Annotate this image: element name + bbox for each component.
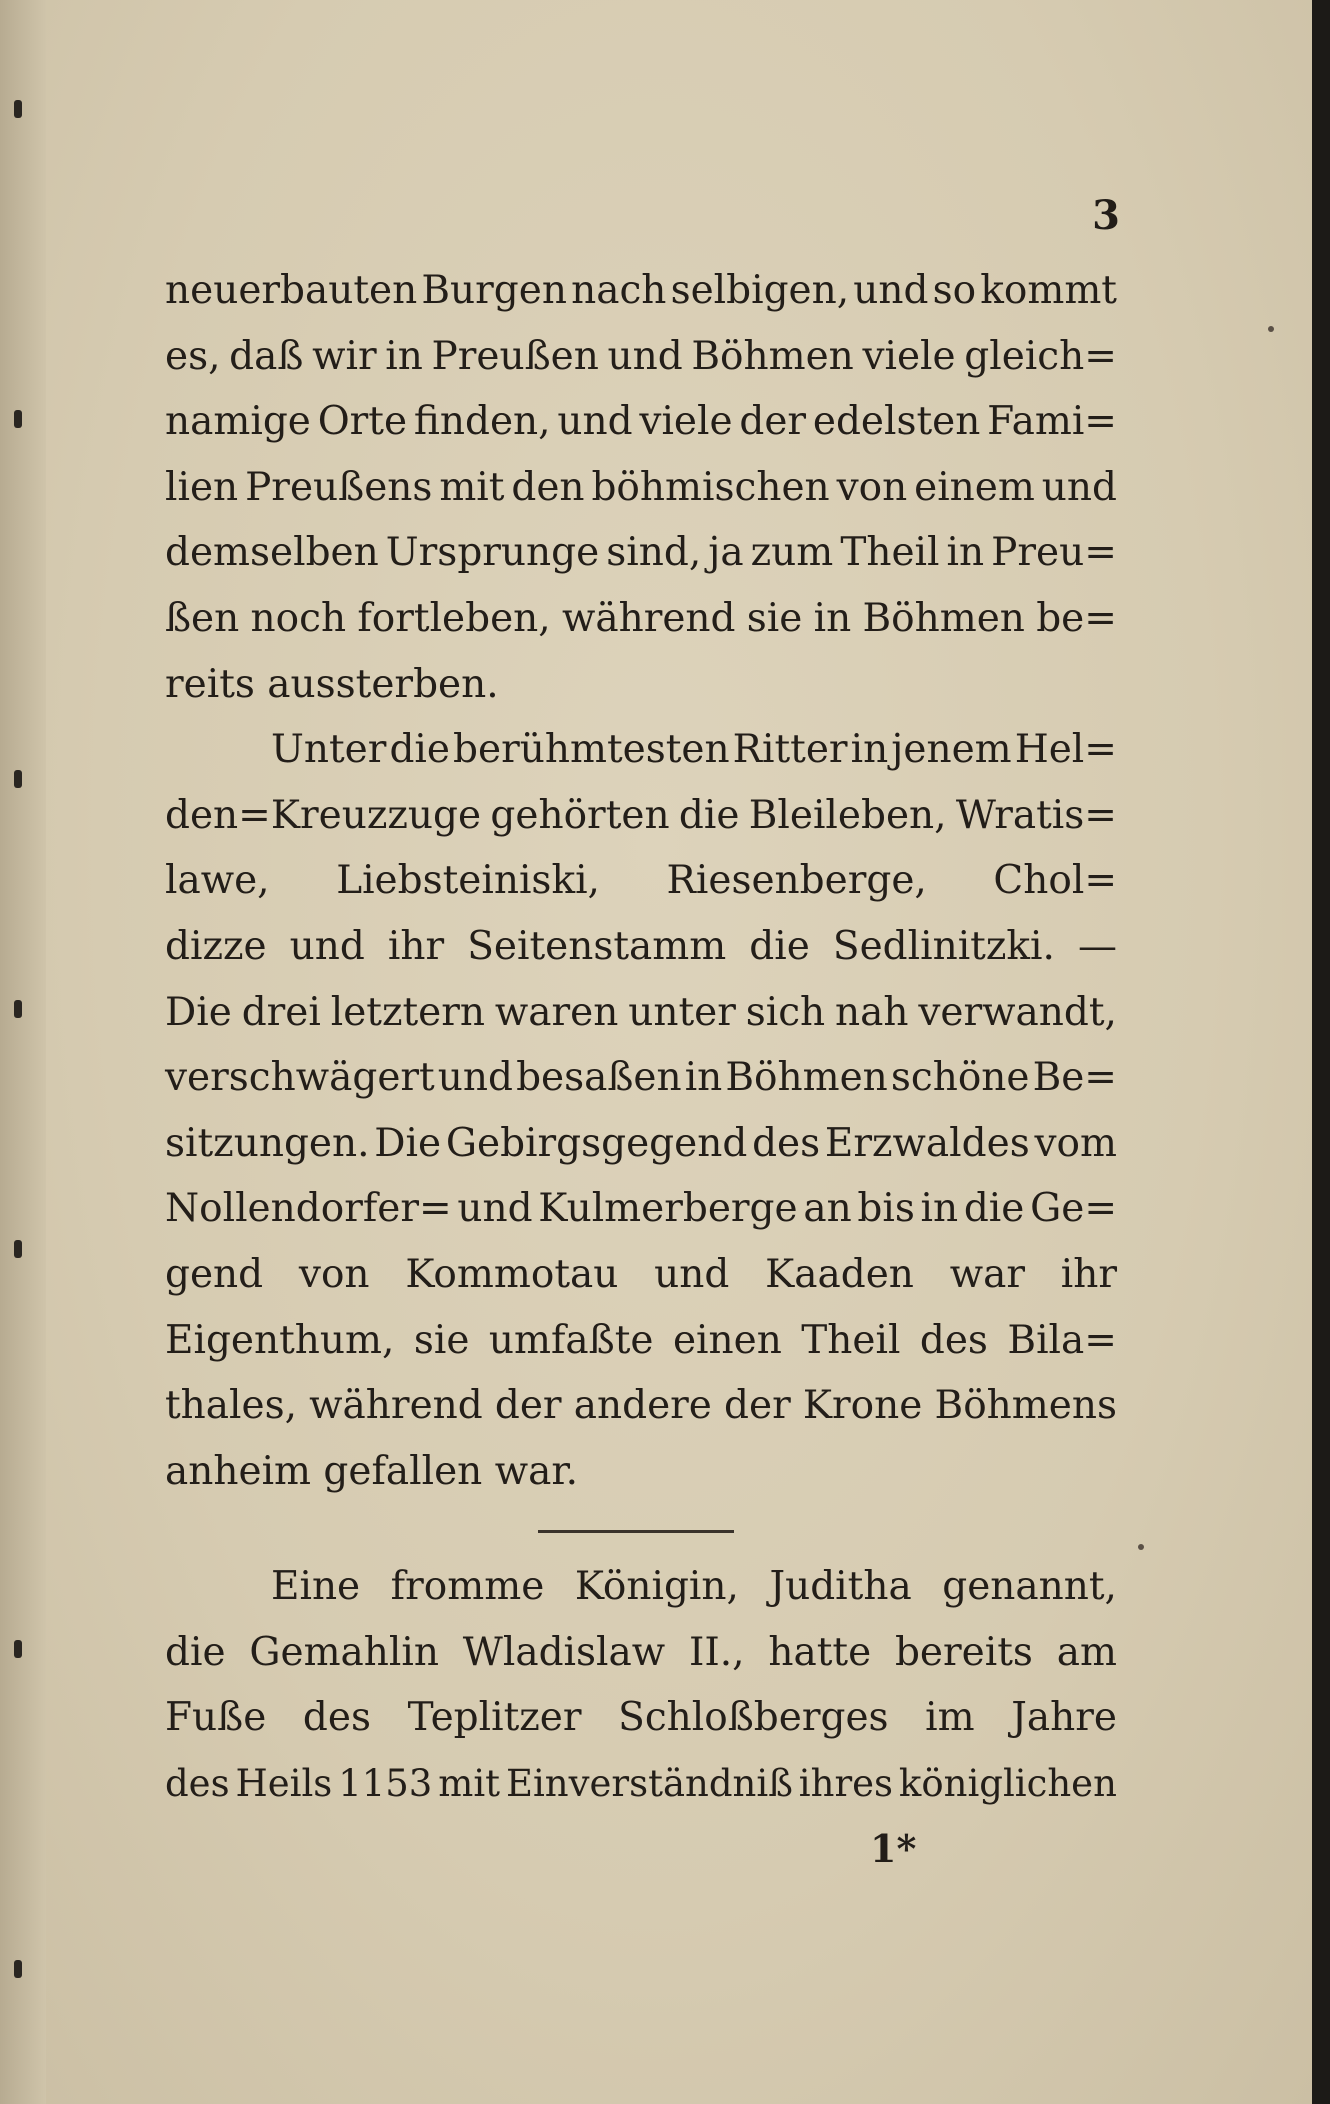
text-line [165, 520, 1117, 586]
word: Ge= [1030, 1186, 1117, 1232]
word: dizze [165, 923, 267, 969]
word: am [1056, 1629, 1117, 1675]
word: der [724, 1383, 791, 1429]
word: bereits [894, 1629, 1033, 1675]
word: einem [914, 464, 1035, 510]
word: die [963, 1186, 1025, 1232]
word: und [289, 923, 365, 969]
word: Böhmen [691, 333, 854, 379]
word: Fami= [987, 399, 1117, 445]
word: Die [374, 1120, 442, 1166]
word: Sedlinitzki. [832, 923, 1055, 969]
word: edelsten [812, 399, 981, 445]
word: Königin, [574, 1564, 739, 1609]
word: in [385, 333, 423, 379]
word: thales, [165, 1383, 298, 1429]
word: fromme [390, 1564, 545, 1609]
word: des [919, 1317, 988, 1363]
text-line [165, 914, 1117, 980]
word: gend [165, 1251, 264, 1297]
word: im [925, 1695, 975, 1741]
word: des [752, 1120, 821, 1166]
second-section-text [165, 1554, 1117, 1816]
text-line [165, 324, 1117, 390]
word: Fuße [165, 1695, 267, 1741]
word: sie [413, 1317, 470, 1363]
word: die [389, 727, 450, 773]
text-line [165, 1242, 1117, 1308]
word: die [165, 1629, 226, 1675]
word: Böhmens [934, 1383, 1117, 1429]
word: sitzungen. [165, 1120, 370, 1166]
edge-mark [14, 410, 22, 428]
word: drei [241, 989, 321, 1035]
word: ßen [165, 595, 240, 641]
text-line [165, 848, 1117, 914]
word: Böhmen [862, 595, 1025, 641]
word: Nollendorfer= [165, 1186, 452, 1232]
word: Kaaden [765, 1251, 914, 1297]
text-line [165, 389, 1117, 455]
word: die [749, 923, 810, 969]
word: schöne [890, 1055, 1030, 1101]
word: sich [745, 989, 826, 1035]
word: fortleben, [357, 595, 551, 641]
page-gutter [0, 0, 46, 2104]
text-line [165, 1751, 1117, 1817]
word: böhmischen [591, 464, 830, 510]
word: mit [439, 464, 505, 510]
word: so [932, 268, 977, 313]
word: Juditha [769, 1564, 912, 1609]
text-line [165, 1045, 1117, 1111]
word: Heils [235, 1761, 333, 1805]
text-line [165, 980, 1117, 1046]
word: Unter [271, 727, 387, 773]
word: von [298, 1251, 370, 1297]
word: Wladislaw [462, 1629, 666, 1675]
word: Preußens [245, 464, 433, 510]
word: in [684, 1055, 723, 1101]
text-line [165, 258, 1117, 324]
word: andere [573, 1383, 712, 1429]
word: ihres [798, 1761, 894, 1805]
text-line [165, 1439, 1117, 1505]
edge-mark [14, 770, 22, 788]
main-text [165, 258, 1117, 1504]
word: Seitenstamm [467, 923, 727, 969]
word: Liebsteiniski, [336, 858, 600, 904]
word: jenem [891, 727, 1012, 773]
word: in [850, 727, 889, 773]
word: Gemahlin [249, 1629, 439, 1675]
word: Orte [317, 399, 408, 445]
word: waren [494, 989, 619, 1035]
word: Burgen [421, 268, 567, 313]
word: zum [750, 530, 834, 576]
word: berühmtesten [453, 727, 730, 773]
word: Theil [840, 530, 940, 576]
word: war [949, 1251, 1025, 1297]
word: Be= [1032, 1055, 1117, 1101]
edge-mark [14, 100, 22, 118]
word: neuerbauten [165, 268, 418, 313]
edge-mark [14, 1640, 22, 1658]
word: gleich= [964, 333, 1117, 379]
word: in [813, 595, 852, 641]
word: Einverständniß [505, 1761, 793, 1805]
word: der [494, 1383, 562, 1429]
word: Teplitzer [407, 1695, 582, 1741]
word: ihr [1060, 1251, 1117, 1297]
word: Preußen [431, 333, 599, 379]
word: selbigen, [670, 268, 850, 313]
word: hatte [768, 1629, 872, 1675]
word: und [437, 1055, 513, 1101]
word: und [557, 399, 633, 445]
word: während [561, 595, 736, 641]
word: Krone [802, 1383, 923, 1429]
word: II., [688, 1629, 745, 1675]
word: kommt [980, 268, 1117, 313]
word: und [654, 1251, 730, 1297]
word: nah [835, 989, 909, 1035]
word: Kommotau [405, 1251, 619, 1297]
word: an [803, 1186, 852, 1232]
text-line [165, 717, 1117, 783]
text-line [165, 1685, 1117, 1751]
word: Erzwaldes [824, 1120, 1030, 1166]
word: Die [165, 989, 232, 1035]
word: der [739, 399, 807, 445]
signature-mark: 1* [870, 1826, 917, 1871]
word: und [607, 333, 683, 379]
word: bis [857, 1186, 915, 1232]
word: von [836, 464, 908, 510]
text-line [165, 1308, 1117, 1374]
word: umfaßte [488, 1317, 654, 1363]
word: viele [862, 333, 956, 379]
word: den=Kreuzzuge [165, 792, 482, 838]
edge-mark [14, 1960, 22, 1978]
word: Hel= [1014, 727, 1117, 773]
word: verschwägert [165, 1055, 435, 1101]
word: Ursprunge [385, 530, 600, 576]
word: Chol= [993, 858, 1117, 904]
word: Kulmerberge [538, 1186, 798, 1232]
word: in [920, 1186, 959, 1232]
word: Böhmen [725, 1055, 888, 1101]
text-line [165, 783, 1117, 849]
word: Theil [801, 1317, 901, 1363]
word: ihr [387, 923, 445, 969]
word: sie [746, 595, 803, 641]
word: Ritter [732, 727, 848, 773]
word: Eine [271, 1564, 361, 1609]
word: lawe, [165, 858, 270, 904]
word: finden, [413, 399, 551, 445]
text-line [165, 1176, 1117, 1242]
word: demselben [165, 530, 379, 576]
word: und [1041, 464, 1117, 510]
text-line [165, 1111, 1117, 1177]
section-divider [538, 1530, 734, 1533]
word: Riesenberge, [666, 858, 927, 904]
text-line [165, 586, 1117, 652]
word: viele [639, 399, 733, 445]
text-line [165, 652, 1117, 718]
word: 1153 [338, 1761, 433, 1805]
word: Schloßberges [618, 1695, 889, 1741]
word: lien [165, 464, 239, 510]
word: be= [1036, 595, 1117, 641]
text-line [165, 1620, 1117, 1686]
word: mit [438, 1761, 501, 1805]
word: Bleileben, [748, 792, 947, 838]
word: noch [250, 595, 347, 641]
edge-mark [14, 1000, 22, 1018]
word: Wratis= [955, 792, 1117, 838]
word: die [678, 792, 740, 838]
line-text: reits aussterben. [165, 661, 499, 707]
word: den [511, 464, 585, 510]
word: königlichen [898, 1761, 1117, 1805]
paper-speck [1268, 326, 1274, 332]
word: unter [628, 989, 736, 1035]
word: wir [312, 333, 377, 379]
word: Gebirgsgegend [445, 1120, 748, 1166]
page-number: 3 [1092, 192, 1120, 239]
edge-mark [14, 1240, 22, 1258]
word: Bila= [1007, 1317, 1117, 1363]
word: daß [229, 333, 304, 379]
word: in [946, 530, 985, 576]
text-line [165, 1554, 1117, 1620]
line-text: anheim gefallen war. [165, 1448, 579, 1494]
word: ja [708, 530, 744, 576]
word: nach [571, 268, 667, 313]
word: einen [672, 1317, 782, 1363]
word: Jahre [1011, 1695, 1117, 1741]
text-line [165, 1373, 1117, 1439]
word: und [853, 268, 929, 313]
word: verwandt, [918, 989, 1117, 1035]
text-line [165, 455, 1117, 521]
word: während [309, 1383, 483, 1429]
word: vom [1034, 1120, 1117, 1166]
word: und [457, 1186, 533, 1232]
word: — [1077, 923, 1117, 969]
word: genannt, [942, 1564, 1117, 1609]
word: namige [165, 399, 311, 445]
word: Eigenthum, [165, 1317, 395, 1363]
word: besaßen [516, 1055, 682, 1101]
word: gehörten [490, 792, 670, 838]
paper-speck [1138, 1544, 1144, 1550]
word: letztern [330, 989, 486, 1035]
word: Preu= [991, 530, 1117, 576]
word: des [302, 1695, 371, 1741]
word: des [165, 1761, 230, 1805]
word: sind, [606, 530, 702, 576]
word: es, [165, 333, 221, 379]
